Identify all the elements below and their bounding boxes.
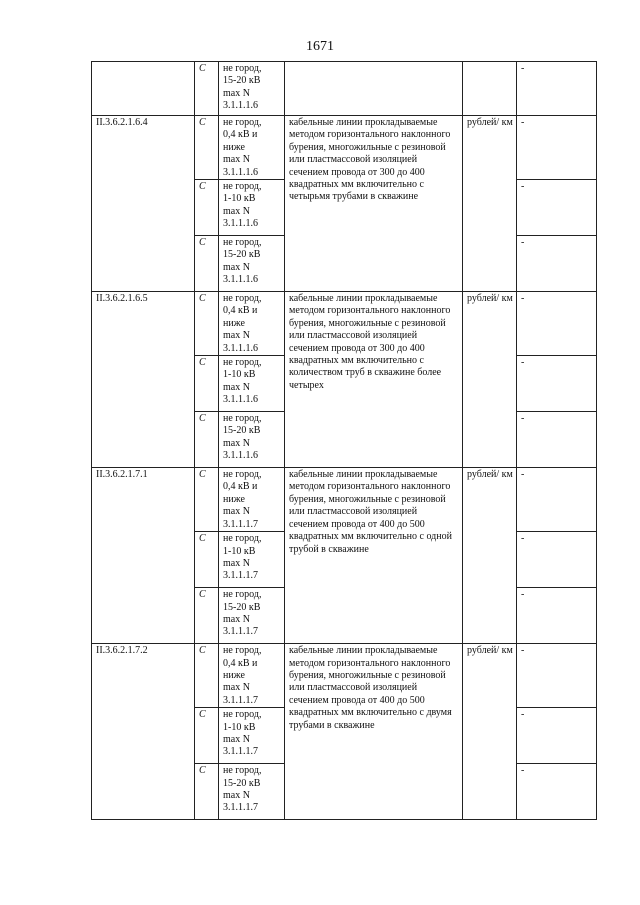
condition-line: ниже xyxy=(223,493,245,505)
condition-line: 3.1.1.1.6 xyxy=(223,342,258,354)
condition-line: 1-10 кВ xyxy=(223,721,256,733)
item-description: кабельные линии прокладываемые методом горизонтального наклонного бурения, многожильные с резиновой или пластмассовой изоляцией сечением провода от 400 до 500 квадратных мм включительно с одной трубой в скважине xyxy=(285,468,463,644)
condition-line: не город, xyxy=(223,293,262,305)
condition-line: 3.1.1.1.7 xyxy=(223,802,258,814)
category-letter: С xyxy=(195,764,219,820)
condition-line: 3.1.1.1.6 xyxy=(223,100,258,112)
condition-line: 3.1.1.1.6 xyxy=(223,218,258,230)
category-letter: С xyxy=(195,468,219,532)
condition-line: 3.1.1.1.7 xyxy=(223,626,258,638)
condition-line: 3.1.1.1.6 xyxy=(223,450,258,462)
condition-line: 15-20 кВ xyxy=(223,75,261,87)
condition-line: не город, xyxy=(223,645,262,657)
category-letter: С xyxy=(195,708,219,764)
condition-cell xyxy=(219,116,285,180)
condition-line: 15-20 кВ xyxy=(223,425,261,437)
unit-of-measure: рублей/ км xyxy=(463,116,517,292)
item-description: кабельные линии прокладываемые методом горизонтального наклонного бурения, многожильные с резиновой или пластмассовой изоляцией сечением провода от 300 до 400 квадратных мм включительно с количеством труб в скважине более четырех xyxy=(285,292,463,468)
condition-line: 15-20 кВ xyxy=(223,777,261,789)
condition-line: не город, xyxy=(223,709,262,721)
value-cell: - xyxy=(517,588,597,644)
condition-line: 15-20 кВ xyxy=(223,601,261,613)
category-letter: С xyxy=(195,532,219,588)
condition-line: не город, xyxy=(223,357,262,369)
description-cell-empty xyxy=(285,62,463,116)
value-cell: - xyxy=(517,764,597,820)
condition-line: 1-10 кВ xyxy=(223,369,256,381)
condition-line: max N xyxy=(223,154,250,166)
condition-cell xyxy=(219,588,285,644)
condition-line: max N xyxy=(223,506,250,518)
condition-cell xyxy=(219,468,285,532)
category-letter: С xyxy=(195,236,219,292)
condition-line: max N xyxy=(223,613,250,625)
condition-line: 0,4 кВ и xyxy=(223,129,258,141)
condition-line: не город, xyxy=(223,237,262,249)
condition-cell xyxy=(219,644,285,708)
condition-line: 1-10 кВ xyxy=(223,545,256,557)
condition-line: 0,4 кВ и xyxy=(223,657,258,669)
value-cell: - xyxy=(517,116,597,180)
condition-cell xyxy=(219,532,285,588)
condition-line: 3.1.1.1.6 xyxy=(223,394,258,406)
category-letter: С xyxy=(195,412,219,468)
unit-of-measure: рублей/ км xyxy=(463,292,517,468)
condition-cell xyxy=(219,412,285,468)
category-letter: С xyxy=(195,62,219,116)
condition-cell xyxy=(219,180,285,236)
item-code: II.3.6.2.1.6.4 xyxy=(92,116,195,292)
value-cell: - xyxy=(517,62,597,116)
condition-line: 15-20 кВ xyxy=(223,249,261,261)
category-letter: С xyxy=(195,116,219,180)
table-row-continuation xyxy=(92,62,597,116)
condition-line: не город, xyxy=(223,533,262,545)
item-code: II.3.6.2.1.7.1 xyxy=(92,468,195,644)
condition-line: не город, xyxy=(223,469,262,481)
condition-cell xyxy=(219,708,285,764)
category-letter: С xyxy=(195,644,219,708)
value-cell: - xyxy=(517,292,597,356)
unit-cell-empty xyxy=(463,62,517,116)
item-code: II.3.6.2.1.7.2 xyxy=(92,644,195,820)
tariff-table-body xyxy=(92,62,597,820)
condition-line: не город, xyxy=(223,413,262,425)
condition-line: 0,4 кВ и xyxy=(223,305,258,317)
condition-line: 3.1.1.1.7 xyxy=(223,694,258,706)
condition-line: 3.1.1.1.6 xyxy=(223,274,258,286)
condition-line: ниже xyxy=(223,317,245,329)
item-description: кабельные линии прокладываемые методом горизонтального наклонного бурения, многожильные с резиновой или пластмассовой изоляцией сечением провода от 300 до 400 квадратных мм включительно с четырьмя трубами в скважине xyxy=(285,116,463,292)
condition-line: max N xyxy=(223,381,250,393)
condition-line: 3.1.1.1.7 xyxy=(223,518,258,530)
unit-of-measure: рублей/ км xyxy=(463,644,517,820)
table-row xyxy=(92,468,597,532)
condition-line: 3.1.1.1.7 xyxy=(223,570,258,582)
condition-line: max N xyxy=(223,87,250,99)
code-cell-empty xyxy=(92,62,195,116)
condition-cell xyxy=(219,356,285,412)
condition-line: max N xyxy=(223,682,250,694)
condition-line: 3.1.1.1.7 xyxy=(223,746,258,758)
condition-line: 1-10 кВ xyxy=(223,193,256,205)
category-letter: С xyxy=(195,292,219,356)
condition-line: max N xyxy=(223,733,250,745)
condition-line: max N xyxy=(223,789,250,801)
value-cell: - xyxy=(517,468,597,532)
condition-line: 0,4 кВ и xyxy=(223,481,258,493)
condition-line: max N xyxy=(223,330,250,342)
page-number: 1671 xyxy=(306,39,334,54)
condition-line: 3.1.1.1.6 xyxy=(223,166,258,178)
condition-cell xyxy=(219,764,285,820)
condition-line: max N xyxy=(223,261,250,273)
value-cell: - xyxy=(517,356,597,412)
condition-line: не город, xyxy=(223,181,262,193)
item-code: II.3.6.2.1.6.5 xyxy=(92,292,195,468)
condition-line: не город, xyxy=(223,117,262,128)
condition-line: не город, xyxy=(223,589,262,601)
value-cell: - xyxy=(517,180,597,236)
condition-line: ниже xyxy=(223,669,245,681)
unit-of-measure: рублей/ км xyxy=(463,468,517,644)
condition-cell xyxy=(219,62,285,116)
category-letter: С xyxy=(195,356,219,412)
table-row xyxy=(92,644,597,708)
value-cell: - xyxy=(517,532,597,588)
condition-line: max N xyxy=(223,557,250,569)
condition-line: не город, xyxy=(223,63,262,74)
category-letter: С xyxy=(195,588,219,644)
table-row xyxy=(92,292,597,356)
item-description: кабельные линии прокладываемые методом горизонтального наклонного бурения, многожильные с резиновой или пластмассовой изоляцией сечением провода от 400 до 500 квадратных мм включительно с двумя трубами в скважине xyxy=(285,644,463,820)
condition-line: ниже xyxy=(223,141,245,153)
value-cell: - xyxy=(517,644,597,708)
condition-line: max N xyxy=(223,437,250,449)
tariff-table xyxy=(91,61,597,820)
condition-line: max N xyxy=(223,205,250,217)
value-cell: - xyxy=(517,412,597,468)
value-cell: - xyxy=(517,236,597,292)
condition-cell xyxy=(219,292,285,356)
table-row xyxy=(92,116,597,180)
condition-line: не город, xyxy=(223,765,262,777)
category-letter: С xyxy=(195,180,219,236)
value-cell: - xyxy=(517,708,597,764)
condition-cell xyxy=(219,236,285,292)
